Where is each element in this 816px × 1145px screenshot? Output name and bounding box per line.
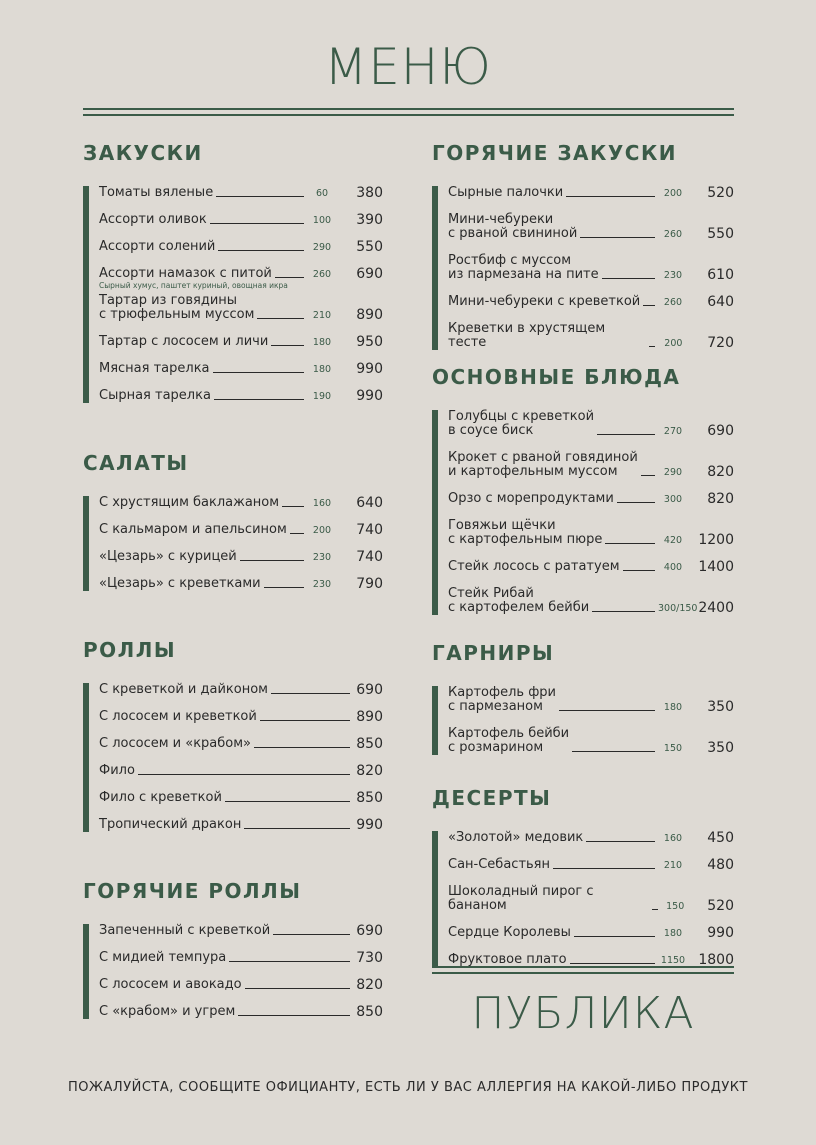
item-name: Крокет с рваной говядиной и картофельным муссом bbox=[448, 450, 638, 479]
allergy-notice: ПОЖАЛУЙСТА, СООБЩИТЕ ОФИЦИАНТУ, ЕСТЬ ЛИ У ВАС АЛЛЕРГИЯ НА КАКОЙ-ЛИБО ПРОДУКТ bbox=[68, 1080, 748, 1095]
menu-item bbox=[448, 858, 734, 872]
item-price: 820 bbox=[707, 491, 734, 507]
menu-item bbox=[448, 322, 734, 350]
leader-line bbox=[216, 196, 304, 197]
menu-item bbox=[99, 978, 383, 992]
item-name: Стейк Рибай с картофелем бейби bbox=[448, 586, 590, 615]
section-garniry bbox=[432, 640, 734, 755]
leader-line bbox=[213, 372, 304, 373]
item-weight: 200 bbox=[312, 525, 332, 536]
item-name: Тартар из говядины с трюфельным муссом bbox=[99, 293, 255, 322]
item-name: Орзо с морепродуктами bbox=[448, 491, 614, 506]
item-weight: 160 bbox=[663, 833, 683, 844]
item-name: Говяжьи щёчки с картофельным пюре bbox=[448, 518, 603, 547]
leader-line bbox=[592, 611, 655, 612]
leader-line bbox=[275, 277, 304, 278]
item-price: 950 bbox=[356, 334, 383, 350]
menu-item bbox=[448, 926, 734, 940]
item-name: Ростбиф с муссом из пармезана на пите bbox=[448, 253, 599, 282]
menu-item bbox=[99, 924, 383, 938]
section-salaty bbox=[83, 450, 383, 591]
item-name: С лососем и авокадо bbox=[99, 977, 242, 992]
brand-divider bbox=[432, 966, 734, 974]
item-name: С лососем и «крабом» bbox=[99, 736, 251, 751]
leader-line bbox=[229, 961, 350, 962]
item-price: 890 bbox=[356, 307, 383, 323]
leader-line bbox=[271, 345, 304, 346]
item-price: 520 bbox=[707, 185, 734, 201]
item-weight: 290 bbox=[663, 467, 683, 478]
menu-item bbox=[99, 213, 383, 227]
item-price: 990 bbox=[356, 361, 383, 377]
menu-item bbox=[448, 519, 734, 547]
menu-item bbox=[448, 727, 734, 755]
menu-item bbox=[99, 294, 383, 322]
menu-item bbox=[99, 362, 383, 376]
item-price: 690 bbox=[356, 923, 383, 939]
item-name: Фруктовое плато bbox=[448, 952, 567, 967]
leader-line bbox=[572, 751, 655, 752]
section-title: ГОРЯЧИЕ РОЛЛЫ bbox=[83, 879, 302, 903]
item-weight: 180 bbox=[312, 337, 332, 348]
item-list bbox=[432, 186, 734, 350]
item-weight: 260 bbox=[663, 229, 683, 240]
menu-item bbox=[99, 683, 383, 697]
item-name: Запеченный с креветкой bbox=[99, 923, 271, 938]
item-description-row bbox=[99, 281, 383, 290]
item-list bbox=[432, 686, 734, 755]
item-weight: 150 bbox=[663, 743, 683, 754]
section-title: ЗАКУСКИ bbox=[83, 141, 203, 165]
item-name: С кальмаром и апельсином bbox=[99, 522, 287, 537]
leader-line bbox=[570, 963, 655, 964]
item-name: «Золотой» медовик bbox=[448, 830, 584, 845]
menu-item bbox=[99, 764, 383, 778]
item-price: 990 bbox=[356, 817, 383, 833]
menu-item bbox=[99, 267, 383, 281]
section-osnovnye bbox=[432, 364, 734, 615]
item-price: 850 bbox=[356, 1004, 383, 1020]
item-price: 380 bbox=[356, 185, 383, 201]
item-name: «Цезарь» с курицей bbox=[99, 549, 237, 564]
leader-line bbox=[282, 506, 304, 507]
menu-item bbox=[99, 496, 383, 510]
item-name: Мини-чебуреки с креветкой bbox=[448, 294, 641, 309]
leader-line bbox=[138, 774, 350, 775]
leader-line bbox=[240, 560, 304, 561]
item-weight: 300 bbox=[663, 494, 683, 505]
menu-item bbox=[99, 710, 383, 724]
item-name: Картофель фри с пармезаном bbox=[448, 685, 557, 714]
item-description: Сырный хумус, паштет куриный, овощная икра bbox=[99, 281, 288, 290]
section-title: ДЕСЕРТЫ bbox=[432, 786, 552, 810]
leader-line bbox=[254, 747, 350, 748]
item-weight: 200 bbox=[663, 188, 683, 199]
leader-line bbox=[559, 710, 655, 711]
leader-line bbox=[623, 570, 656, 571]
item-price: 480 bbox=[707, 857, 734, 873]
menu-item bbox=[99, 389, 383, 403]
menu-item bbox=[99, 577, 383, 591]
menu-item bbox=[99, 523, 383, 537]
item-weight: 180 bbox=[663, 928, 683, 939]
leader-line bbox=[273, 934, 350, 935]
menu-item bbox=[99, 335, 383, 349]
item-price: 690 bbox=[707, 423, 734, 439]
section-title: РОЛЛЫ bbox=[83, 638, 177, 662]
item-name: Картофель бейби с розмарином bbox=[448, 726, 570, 755]
menu-item bbox=[99, 951, 383, 965]
menu-item bbox=[448, 213, 734, 241]
menu-item bbox=[99, 240, 383, 254]
item-list bbox=[83, 496, 383, 591]
item-name: Сырные палочки bbox=[448, 185, 564, 200]
item-price: 820 bbox=[356, 977, 383, 993]
item-price: 1400 bbox=[698, 559, 734, 575]
item-name: Ассорти оливок bbox=[99, 212, 207, 227]
leader-line bbox=[214, 399, 304, 400]
item-price: 390 bbox=[356, 212, 383, 228]
section-rolly bbox=[83, 637, 383, 832]
item-weight: 270 bbox=[663, 426, 683, 437]
item-list bbox=[83, 186, 383, 403]
leader-line bbox=[643, 305, 655, 306]
item-name: Тартар с лососем и личи bbox=[99, 334, 269, 349]
item-name: Ассорти намазок с питой bbox=[99, 266, 272, 281]
item-weight: 230 bbox=[312, 579, 332, 590]
menu-item bbox=[448, 885, 734, 913]
item-weight: 1150 bbox=[660, 955, 686, 966]
menu-item bbox=[448, 686, 734, 714]
menu-item bbox=[448, 295, 734, 309]
item-weight: 420 bbox=[663, 535, 683, 546]
menu-item bbox=[448, 953, 734, 967]
section-title: ГОРЯЧИЕ ЗАКУСКИ bbox=[432, 141, 678, 165]
menu-item bbox=[448, 587, 734, 615]
menu-item bbox=[448, 492, 734, 506]
leader-line bbox=[566, 196, 655, 197]
item-name: С «крабом» и угрем bbox=[99, 1004, 236, 1019]
item-name: Томаты вяленые bbox=[99, 185, 214, 200]
item-price: 350 bbox=[707, 740, 734, 756]
item-price: 350 bbox=[707, 699, 734, 715]
item-list bbox=[83, 924, 383, 1019]
leader-line bbox=[586, 841, 655, 842]
menu-item bbox=[99, 791, 383, 805]
item-name: «Цезарь» с креветками bbox=[99, 576, 261, 591]
item-name: Сан-Себастьян bbox=[448, 857, 550, 872]
leader-line bbox=[218, 250, 304, 251]
menu-item bbox=[99, 737, 383, 751]
section-deserty bbox=[432, 785, 734, 967]
section-title: ГАРНИРЫ bbox=[432, 641, 555, 665]
item-name: С лососем и креветкой bbox=[99, 709, 257, 724]
item-price: 850 bbox=[356, 790, 383, 806]
item-weight: 160 bbox=[312, 498, 332, 509]
section-goryachie-zakuski bbox=[432, 140, 734, 350]
leader-line bbox=[602, 278, 655, 279]
item-price: 690 bbox=[356, 266, 383, 282]
section-title: ОСНОВНЫЕ БЛЮДА bbox=[432, 365, 681, 389]
leader-line bbox=[238, 1015, 350, 1016]
item-name: Мини-чебуреки с рваной свининой bbox=[448, 212, 578, 241]
item-name: Креветки в хрустящем тесте bbox=[448, 321, 606, 350]
item-weight: 230 bbox=[312, 552, 332, 563]
item-list bbox=[83, 683, 383, 832]
leader-line bbox=[617, 502, 655, 503]
item-price: 690 bbox=[356, 682, 383, 698]
leader-line bbox=[244, 828, 350, 829]
item-price: 890 bbox=[356, 709, 383, 725]
item-name: Фило bbox=[99, 763, 135, 778]
item-name: Стейк лосось с рататуем bbox=[448, 559, 620, 574]
section-goryachie-rolly bbox=[83, 878, 383, 1019]
item-price: 990 bbox=[707, 925, 734, 941]
item-price: 720 bbox=[707, 335, 734, 351]
leader-line bbox=[225, 801, 350, 802]
brand-logo: ПУБЛИКА bbox=[471, 988, 695, 1039]
menu-item bbox=[448, 560, 734, 574]
item-weight: 180 bbox=[663, 702, 683, 713]
menu-item bbox=[99, 818, 383, 832]
item-weight: 180 bbox=[312, 364, 332, 375]
item-price: 2400 bbox=[698, 600, 734, 616]
item-price: 820 bbox=[707, 464, 734, 480]
leader-line bbox=[290, 533, 304, 534]
leader-line bbox=[649, 346, 655, 347]
leader-line bbox=[257, 318, 304, 319]
menu-item bbox=[99, 550, 383, 564]
item-weight: 150 bbox=[666, 901, 685, 912]
leader-line bbox=[574, 936, 655, 937]
item-weight: 260 bbox=[312, 269, 332, 280]
item-weight: 100 bbox=[312, 215, 332, 226]
menu-item bbox=[448, 410, 734, 438]
item-name: С хрустящим баклажаном bbox=[99, 495, 280, 510]
leader-line bbox=[264, 587, 304, 588]
item-name: Ассорти солений bbox=[99, 239, 216, 254]
leader-line bbox=[210, 223, 304, 224]
item-name: Фило с креветкой bbox=[99, 790, 222, 805]
item-weight: 210 bbox=[312, 310, 332, 321]
menu-title: МЕНЮ bbox=[324, 38, 492, 96]
leader-line bbox=[271, 693, 350, 694]
section-zakuski bbox=[83, 140, 383, 403]
item-price: 730 bbox=[356, 950, 383, 966]
item-weight: 60 bbox=[315, 188, 329, 199]
item-price: 990 bbox=[356, 388, 383, 404]
title-divider bbox=[83, 108, 734, 116]
item-name: Сердце Королевы bbox=[448, 925, 571, 940]
item-price: 550 bbox=[356, 239, 383, 255]
menu-item bbox=[448, 186, 734, 200]
item-name: С креветкой и дайконом bbox=[99, 682, 268, 697]
item-price: 820 bbox=[356, 763, 383, 779]
menu-item bbox=[448, 254, 734, 282]
section-title: САЛАТЫ bbox=[83, 451, 189, 475]
item-weight: 230 bbox=[663, 270, 683, 281]
menu-item bbox=[448, 831, 734, 845]
leader-line bbox=[553, 868, 655, 869]
menu-item bbox=[99, 1005, 383, 1019]
item-weight: 190 bbox=[312, 391, 332, 402]
item-weight: 260 bbox=[663, 297, 683, 308]
menu-item bbox=[448, 451, 734, 479]
leader-line bbox=[597, 434, 655, 435]
leader-line bbox=[245, 988, 350, 989]
leader-line bbox=[641, 475, 655, 476]
item-price: 740 bbox=[356, 549, 383, 565]
item-list bbox=[432, 831, 734, 967]
item-name: Тропический дракон bbox=[99, 817, 242, 832]
item-weight: 290 bbox=[312, 242, 332, 253]
item-price: 1200 bbox=[698, 532, 734, 548]
item-price: 550 bbox=[707, 226, 734, 242]
item-weight: 200 bbox=[664, 338, 683, 349]
item-name: Голубцы с креветкой в соусе биск bbox=[448, 409, 595, 438]
item-price: 790 bbox=[356, 576, 383, 592]
leader-line bbox=[605, 543, 655, 544]
item-price: 640 bbox=[707, 294, 734, 310]
leader-line bbox=[260, 720, 350, 721]
item-price: 520 bbox=[707, 898, 734, 914]
item-price: 610 bbox=[707, 267, 734, 283]
item-name: Сырная тарелка bbox=[99, 388, 211, 403]
item-price: 740 bbox=[356, 522, 383, 538]
menu-item bbox=[99, 186, 383, 200]
item-price: 850 bbox=[356, 736, 383, 752]
item-weight: 300/150 bbox=[658, 603, 698, 614]
item-weight: 400 bbox=[663, 562, 683, 573]
leader-line bbox=[652, 909, 658, 910]
item-price: 1800 bbox=[698, 952, 734, 968]
item-name: Шоколадный пирог с бананом bbox=[448, 884, 594, 913]
item-price: 640 bbox=[356, 495, 383, 511]
leader-line bbox=[580, 237, 655, 238]
item-name: С мидией темпура bbox=[99, 950, 227, 965]
item-name: Мясная тарелка bbox=[99, 361, 210, 376]
item-price: 450 bbox=[707, 830, 734, 846]
item-weight: 210 bbox=[663, 860, 683, 871]
item-list bbox=[432, 410, 734, 615]
